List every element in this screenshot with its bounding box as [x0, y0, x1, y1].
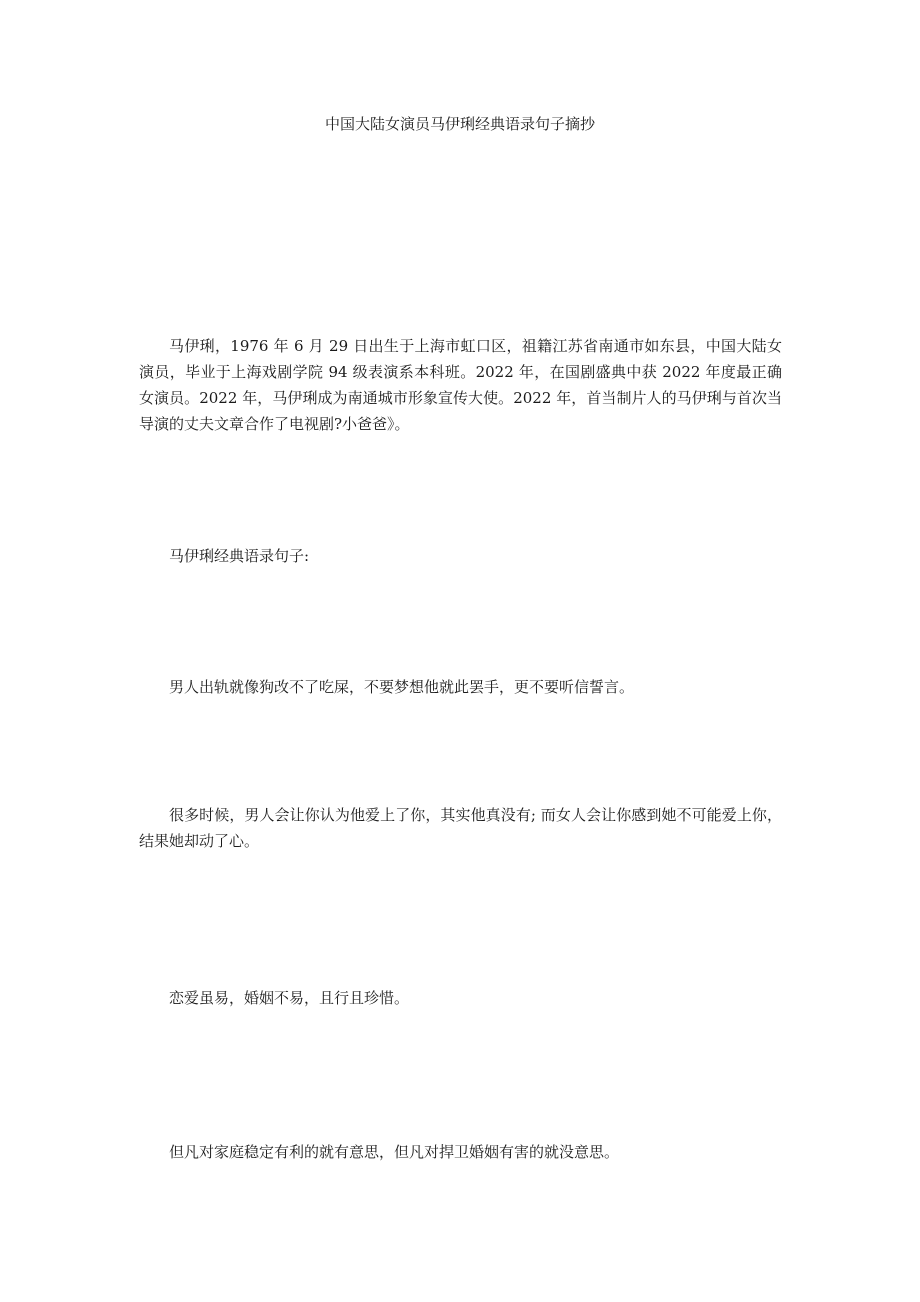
quote-paragraph: 但凡对家庭稳定有利的就有意思，但凡对捍卫婚姻有害的就没意思。: [169, 1143, 620, 1161]
bio-paragraph: 马伊琍，1976 年 6 月 29 日出生于上海市虹口区，祖籍江苏省南通市如东县，中国大陆女演员，毕业于上海戏剧学院 94 级表演系本科班。2022 年，在国剧盛典中获 2022 年度最正确女演员。2022 年，马伊琍成为南通城市形象宣传大使。2022 年，首当制片人的马伊琍与首次当导演的丈夫文章合作了电视剧?小爸爸》。: [139, 337, 782, 433]
quote-paragraph: 男人出轨就像狗改不了吃屎，不要梦想他就此罢手，更不要听信誓言。: [169, 678, 635, 696]
quotes-heading: 马伊琍经典语录句子:: [169, 547, 310, 565]
document-title: 中国大陆女演员马伊琍经典语录句子摘抄: [324, 115, 595, 133]
quote-paragraph: 很多时候，男人会让你认为他爱上了你，其实他真没有; 而女人会让你感到她不可能爱上你，结果她却动了心。: [139, 806, 782, 850]
quote-paragraph: 恋爱虽易，婚姻不易，且行且珍惜。: [169, 989, 410, 1007]
